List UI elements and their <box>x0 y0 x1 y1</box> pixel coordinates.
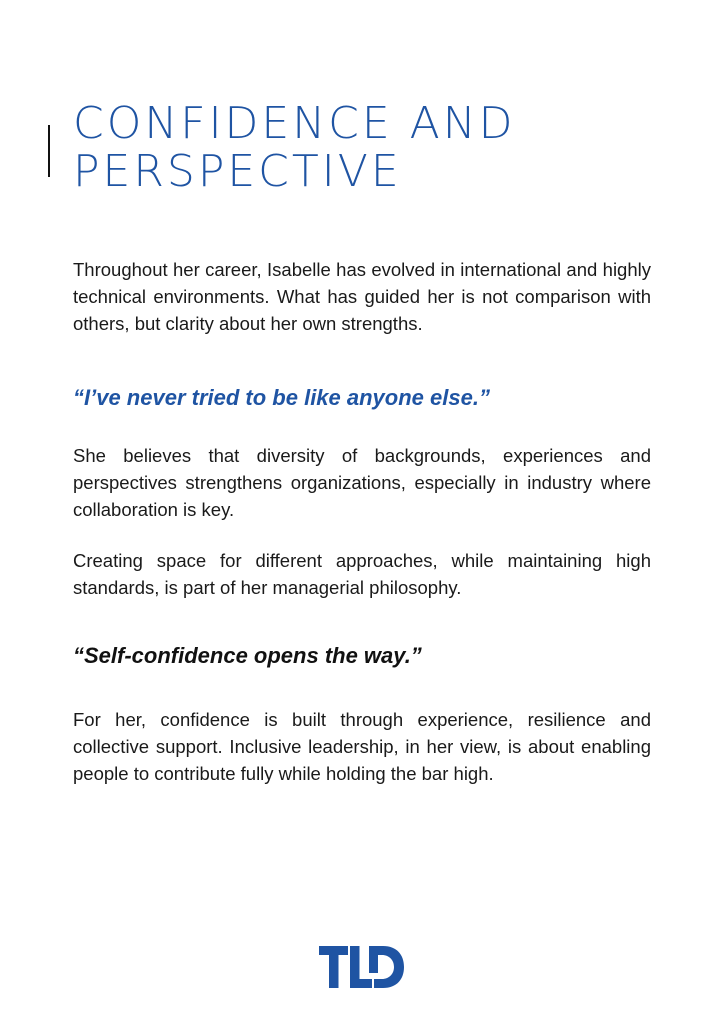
page-title-line-1: CONFIDENCE AND <box>73 98 516 149</box>
intro-paragraph: Throughout her career, Isabelle has evolved in international and highly technical environments. What has guided her is not comparison with others, but clarity about her own strengths. <box>73 259 651 334</box>
page-title-line-2: PERSPECTIVE <box>73 146 402 197</box>
diversity-paragraph: She believes that diversity of backgrounds, experiences and perspectives strengthens organizations, especially in industry where collaboration is key. <box>73 445 651 520</box>
pull-quote-1: “I’ve never tried to be like anyone else.” <box>73 385 490 410</box>
philosophy-paragraph: Creating space for different approaches, while maintaining high standards, is part of her managerial philosophy. <box>73 550 651 598</box>
leadership-paragraph: For her, confidence is built through experience, resilience and collective support. Inclusive leadership, in her view, is about enabling people to contribute fully while holding the bar high. <box>73 709 651 784</box>
page-title <box>73 100 693 196</box>
title-accent-line <box>48 125 50 177</box>
tld-logo <box>319 946 405 990</box>
pull-quote-2: “Self-confidence opens the way.” <box>73 643 422 668</box>
